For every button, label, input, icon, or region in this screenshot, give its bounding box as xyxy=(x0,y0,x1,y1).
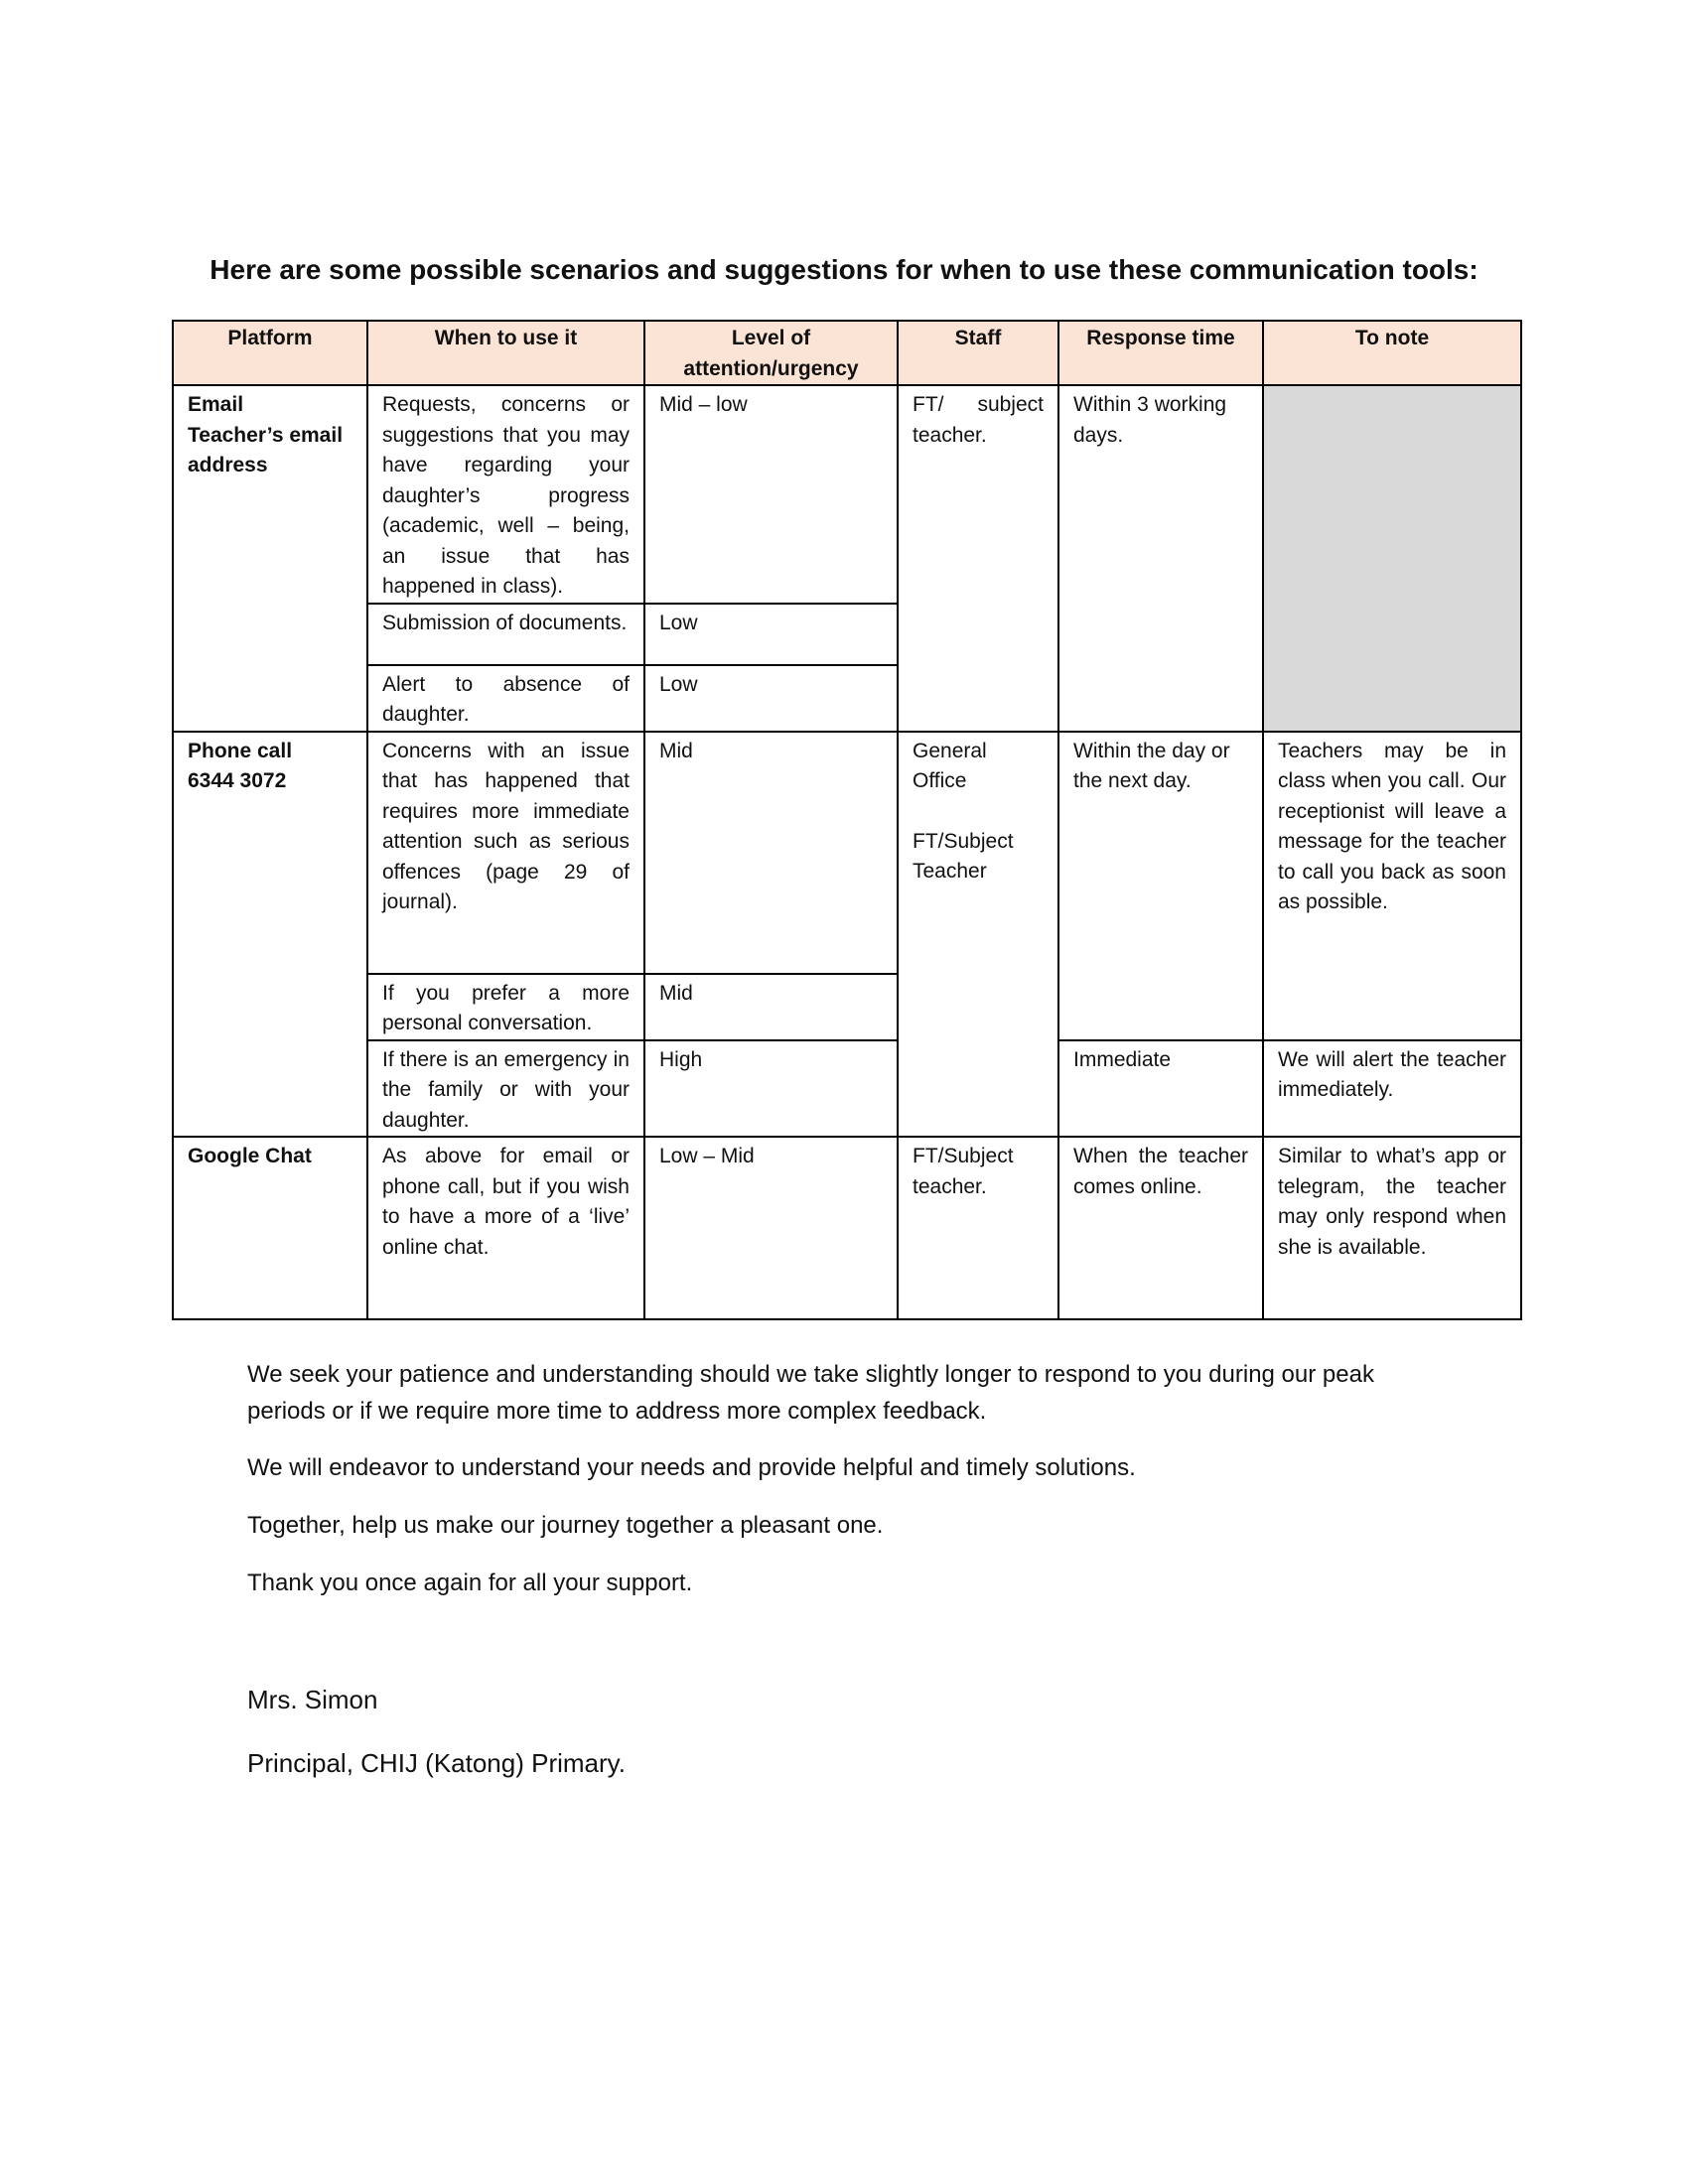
phone-response-a: Within the day or the next day. xyxy=(1058,732,1263,1040)
communication-tools-table xyxy=(172,320,1522,1320)
chat-level: Low – Mid xyxy=(644,1137,898,1319)
table-row xyxy=(173,1137,1521,1319)
email-response: Within 3 working days. xyxy=(1058,385,1263,732)
closing-paragraph-1: We seek your patience and understanding should we take slightly longer to respond to you during our peak periods or if we require more time to address more complex feedback. xyxy=(247,1361,1374,1425)
header-when: When to use it xyxy=(367,321,644,385)
phone-staff xyxy=(898,732,1058,1138)
header-level: Level of attention/urgency xyxy=(644,321,898,385)
platform-phone-number: 6344 3072 xyxy=(188,769,287,792)
signature-name: Mrs. Simon xyxy=(247,1685,378,1714)
chat-note: Similar to what’s app or telegram, the teacher may only respond when she is available. xyxy=(1263,1137,1521,1319)
header-platform: Platform xyxy=(173,321,367,385)
chat-when: As above for email or phone call, but if you wish to have a more of a ‘live’ online chat. xyxy=(367,1137,644,1319)
phone-note-a: Teachers may be in class when you call. Our receptionist will leave a message for the teacher to call you back as soon as possible. xyxy=(1263,732,1521,1040)
table-row xyxy=(173,1040,1521,1138)
email-when-2: Submission of documents. xyxy=(367,604,644,665)
page-heading: Here are some possible scenarios and suggestions for when to use these communication tools: xyxy=(210,254,1478,285)
phone-note-b: We will alert the teacher immediately. xyxy=(1263,1040,1521,1138)
phone-level-3: High xyxy=(644,1040,898,1138)
table-row xyxy=(173,732,1521,974)
platform-email-detail: Teacher’s email address xyxy=(188,423,344,477)
header-staff: Staff xyxy=(898,321,1058,385)
closing-paragraph-2: We will endeavor to understand your needs and provide helpful and timely solutions. xyxy=(247,1454,1136,1481)
email-when-1: Requests, concerns or suggestions that you may have regarding your daughter’s progress (academic, well – being, an issue that has happened in class). xyxy=(367,385,644,604)
email-level-1: Mid – low xyxy=(644,385,898,604)
table-header-row xyxy=(173,321,1521,385)
header-note: To note xyxy=(1263,321,1521,385)
platform-phone-label: Phone call xyxy=(188,739,293,762)
phone-when-1: Concerns with an issue that has happened that requires more immediate attention such as serious offences (page 29 of journal). xyxy=(367,732,644,974)
email-staff: FT/ subject teacher. xyxy=(898,385,1058,732)
email-note-empty xyxy=(1263,385,1521,732)
closing-paragraph-3: Together, help us make our journey together a pleasant one. xyxy=(247,1512,884,1539)
phone-level-2: Mid xyxy=(644,974,898,1040)
email-when-3: Alert to absence of daughter. xyxy=(367,665,644,732)
phone-when-3: If there is an emergency in the family or with your daughter. xyxy=(367,1040,644,1138)
table-row xyxy=(173,385,1521,604)
phone-level-1: Mid xyxy=(644,732,898,974)
phone-when-2: If you prefer a more personal conversation. xyxy=(367,974,644,1040)
signature-title: Principal, CHIJ (Katong) Primary. xyxy=(247,1748,626,1778)
closing-paragraph-4: Thank you once again for all your support. xyxy=(247,1570,693,1596)
platform-chat: Google Chat xyxy=(173,1137,367,1319)
phone-staff-teacher: FT/Subject Teacher xyxy=(913,829,1014,883)
phone-staff-office: General Office xyxy=(913,739,987,792)
email-level-2: Low xyxy=(644,604,898,665)
platform-email xyxy=(173,385,367,732)
chat-staff: FT/Subject teacher. xyxy=(898,1137,1058,1319)
platform-phone xyxy=(173,732,367,1138)
email-level-3: Low xyxy=(644,665,898,732)
header-response: Response time xyxy=(1058,321,1263,385)
platform-email-label: Email xyxy=(188,393,244,416)
chat-response: When the teacher comes online. xyxy=(1058,1137,1263,1319)
phone-response-b: Immediate xyxy=(1058,1040,1263,1138)
